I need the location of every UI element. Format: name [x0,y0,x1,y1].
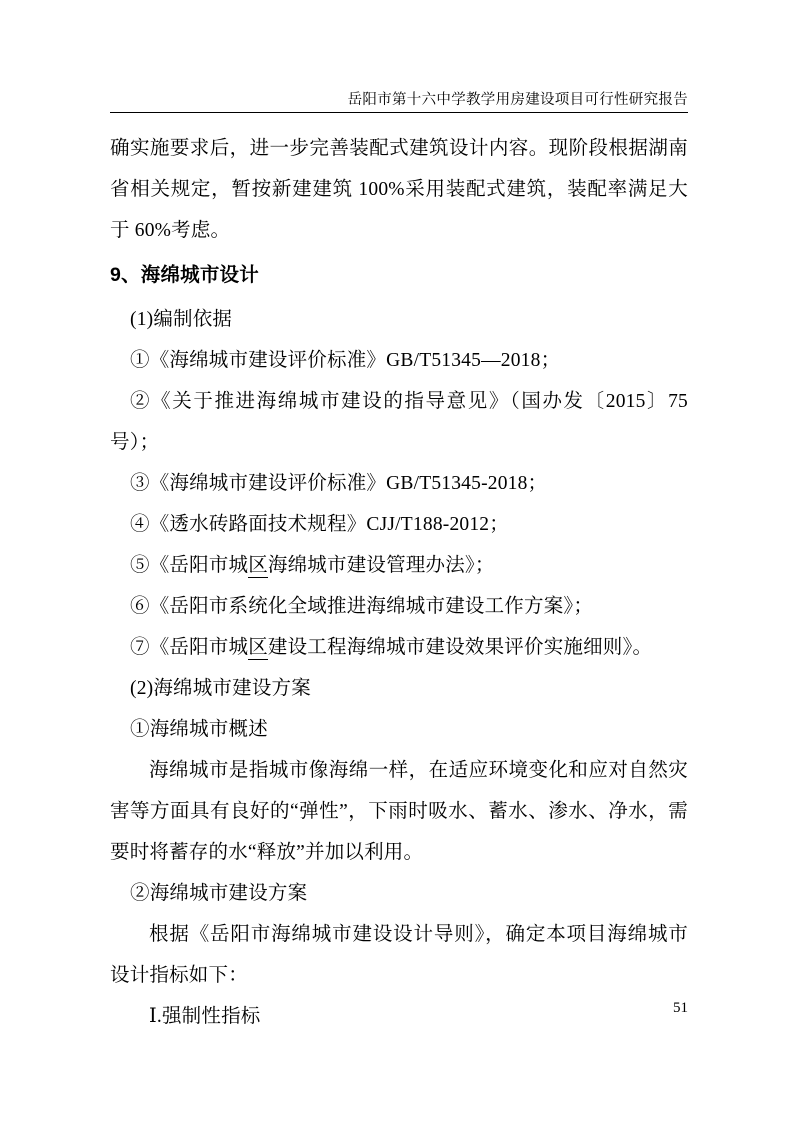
section-heading-sponge-city: 9、海绵城市设计 [110,264,259,286]
subsection-plan-label: (2)海绵城市建设方案 [130,678,311,699]
subsection-construction-plan-label: ②海绵城市建设方案 [130,883,308,904]
subsection-overview-label: ①海绵城市概述 [130,719,268,740]
list-item: ④《透水砖路面技术规程》CJJ/T188-2012； [130,514,509,535]
list-item-text-pre: ⑤《岳阳市城 [130,555,249,576]
paragraph-design-guideline: 根据《岳阳市海绵城市建设设计导则》，确定本项目海绵城市设计指标如下： [110,924,688,986]
list-item-text-post: 建设工程海绵城市建设效果评价实施细则》。 [267,637,653,658]
paragraph-sponge-city-definition: 海绵城市是指城市像海绵一样，在适应环境变化和应对自然灾害等方面具有良好的“弹性”，下雨时吸水、蓄水、渗水、净水，需要时将蓄存的水“释放”并加以利用。 [110,760,688,863]
list-item: ③《海绵城市建设评价标准》GB/T51345-2018； [130,473,548,494]
page-header: 岳阳市第十六中学教学用房建设项目可行性研究报告 [347,92,688,108]
paragraph-intro: 确实施要求后，进一步完善装配式建筑设计内容。现阶段根据湖南省相关规定，暂按新建建筑 100%采用装配式建筑，装配率满足大于 60%考虑。 [110,138,688,241]
list-item-text-underlined: 区 [248,637,268,658]
paragraph-mandatory-indicator: Ⅰ.强制性指标 [149,1006,261,1027]
list-item-text-pre: ⑦《岳阳市城 [130,637,249,658]
list-item [110,545,688,586]
list-item [110,627,688,668]
page-number: 51 [673,1000,688,1016]
list-item: ②《关于推进海绵城市建设的指导意见》（国办发〔2015〕75 号）； [110,391,688,453]
document-body [110,128,688,1037]
list-item-text-post: 海绵城市建设管理办法》； [267,555,495,576]
list-item-text-underlined: 区 [248,555,268,576]
list-item: ⑥《岳阳市系统化全域推进海绵城市建设工作方案》； [130,596,594,617]
subsection-basis-label: (1)编制依据 [130,309,233,330]
header-divider [110,112,688,113]
list-item: ①《海绵城市建设评价标准》GB/T51345—2018； [130,350,561,371]
